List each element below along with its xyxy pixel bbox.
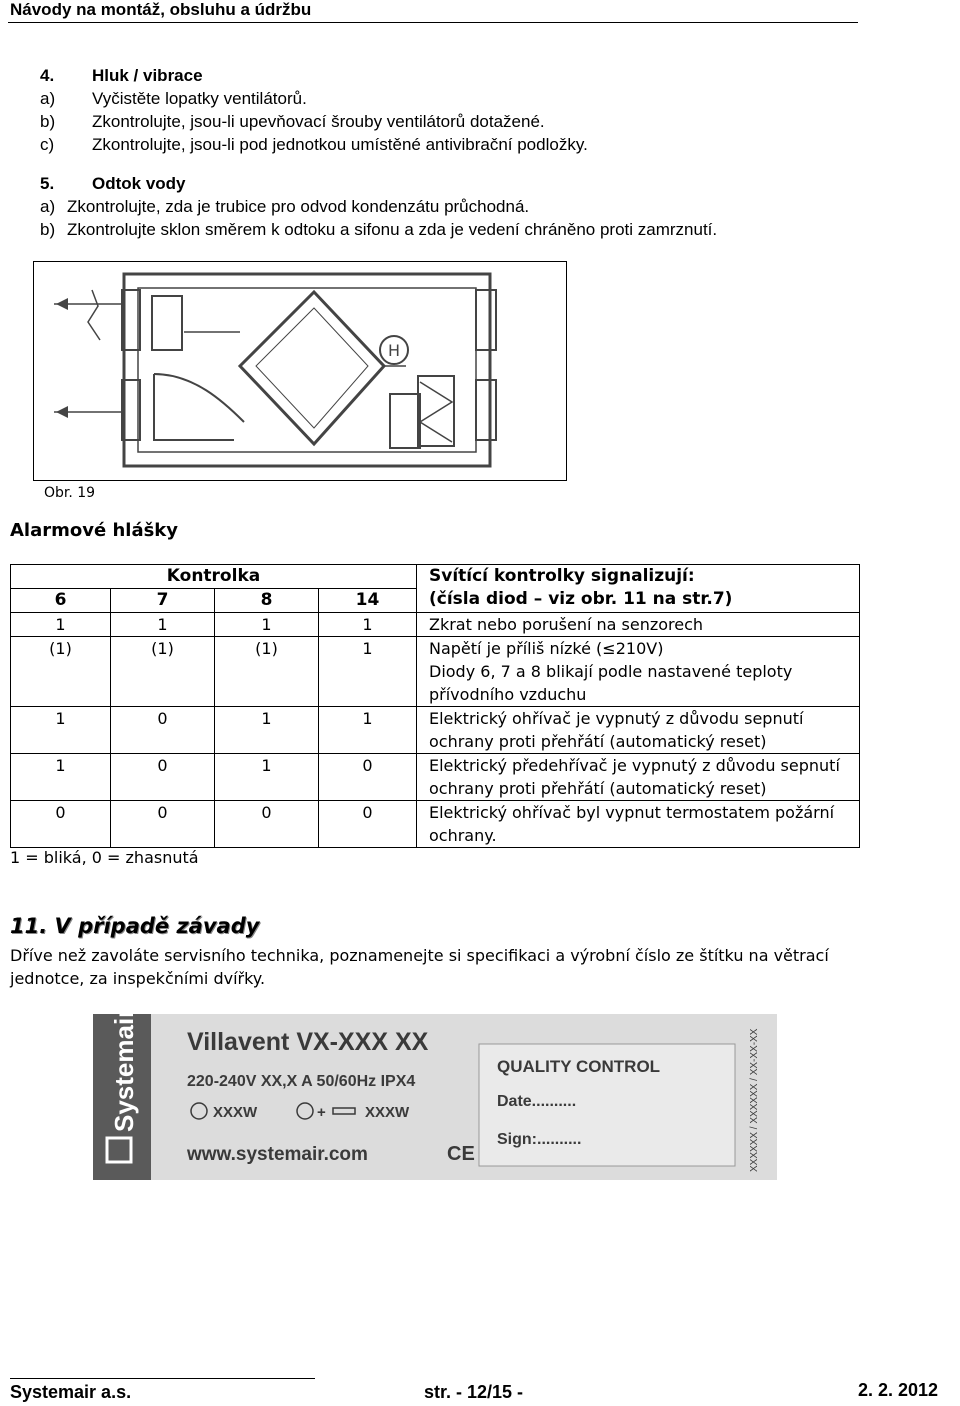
list-item: b) Zkontrolujte sklon směrem k odtoku a sifonu a zda je vedení chráněno proti zamrznutí.	[40, 220, 718, 239]
section-11-text: Dříve než zavoláte servisního technika, poznamenejte si specifikaci a výrobní číslo ze štítku na větrací jednotce, za inspekčními dvířky.	[10, 946, 829, 988]
header-col-14: 14	[319, 589, 417, 613]
table-row: 1 0 1 1 Elektrický ohřívač je vypnutý z důvodu sepnutí ochrany proti přehřátí (automatický reset)	[11, 707, 860, 754]
section-4-title: Hluk / vibrace	[92, 66, 203, 85]
nameplate-drawing	[93, 1014, 777, 1180]
ce-mark: CE	[447, 1143, 475, 1165]
header-col-8: 8	[215, 589, 319, 613]
list-item: b) Zkontrolujte, jsou-li upevňovací šrouby ventilátorů dotažené.	[40, 112, 545, 131]
alarm-table	[10, 564, 860, 848]
brand-text: Systemair	[109, 1014, 139, 1132]
rating-text: 220-240V XX,X A 50/60Hz IPX4	[187, 1073, 416, 1090]
footer-divider	[10, 1378, 315, 1379]
section-4-number: 4.	[40, 66, 55, 85]
website-text: www.systemair.com	[187, 1144, 368, 1165]
header-divider	[8, 22, 858, 23]
motor-2-text: XXXW	[365, 1104, 410, 1121]
table-row: 1 1 1 1 Zkrat nebo porušení na senzorech	[11, 613, 860, 637]
header-description: Svítící kontrolky signalizují: (čísla diod – viz obr. 11 na str.7)	[417, 565, 860, 613]
qc-title: QUALITY CONTROL	[497, 1057, 661, 1076]
nameplate-label	[93, 1014, 777, 1180]
model-text: Villavent VX-XXX XX	[187, 1028, 429, 1056]
figure-caption: Obr. 19	[44, 485, 96, 501]
header-col-7: 7	[111, 589, 215, 613]
section-5-heading	[40, 172, 717, 195]
diagram-drawing	[34, 262, 566, 480]
qc-date: Date..........	[497, 1093, 577, 1110]
footer-page-number: str. - 12/15 -	[424, 1382, 524, 1402]
table-row: 1 0 1 0 Elektrický předehřívač je vypnutý z důvodu sepnutí ochrany proti přehřátí (automatický reset)	[11, 754, 860, 801]
section-4	[40, 64, 588, 156]
table-row: 0 0 0 0 Elektrický ohřívač byl vypnut termostatem požární ochrany.	[11, 801, 860, 848]
list-item: a) Zkontrolujte, zda je trubice pro odvod kondenzátu průchodná.	[40, 197, 530, 216]
footer-company: Systemair a.s.	[10, 1382, 132, 1402]
alarm-section-title: Alarmové hlášky	[10, 520, 179, 541]
qc-sign: Sign:..........	[497, 1131, 582, 1148]
motor-1-text: XXXW	[213, 1104, 258, 1121]
unit-diagram	[33, 261, 567, 481]
list-item: c) Zkontrolujte, jsou-li pod jednotkou umístěné antivibrační podložky.	[40, 135, 588, 154]
section-4-heading	[40, 64, 588, 87]
header-col-6: 6	[11, 589, 111, 613]
table-header-row	[11, 565, 860, 589]
list-item: a) Vyčistěte lopatky ventilátorů.	[40, 89, 307, 108]
serial-text: XXXXXX / XXXXXX / XX-XX-XX	[749, 1028, 760, 1172]
section-5-number: 5.	[40, 174, 55, 193]
section-5-title: Odtok vody	[92, 174, 186, 193]
header-kontrolka: Kontrolka	[11, 565, 417, 589]
table-legend: 1 = bliká, 0 = zhasnutá	[10, 848, 199, 867]
table-row: (1) (1) (1) 1 Napětí je příliš nízké (≤210V) Diody 6, 7 a 8 blikají podle nastavené teploty přívodního vzduchu	[11, 637, 860, 707]
section-5	[40, 172, 717, 241]
plus-sign: +	[317, 1104, 326, 1121]
section-11-title: 11. V případě závady	[10, 914, 260, 938]
footer-date: 2. 2. 2012	[858, 1380, 939, 1400]
heater-label: H	[388, 341, 401, 360]
page-header-title: Návody na montáž, obsluhu a údržbu	[10, 0, 312, 19]
